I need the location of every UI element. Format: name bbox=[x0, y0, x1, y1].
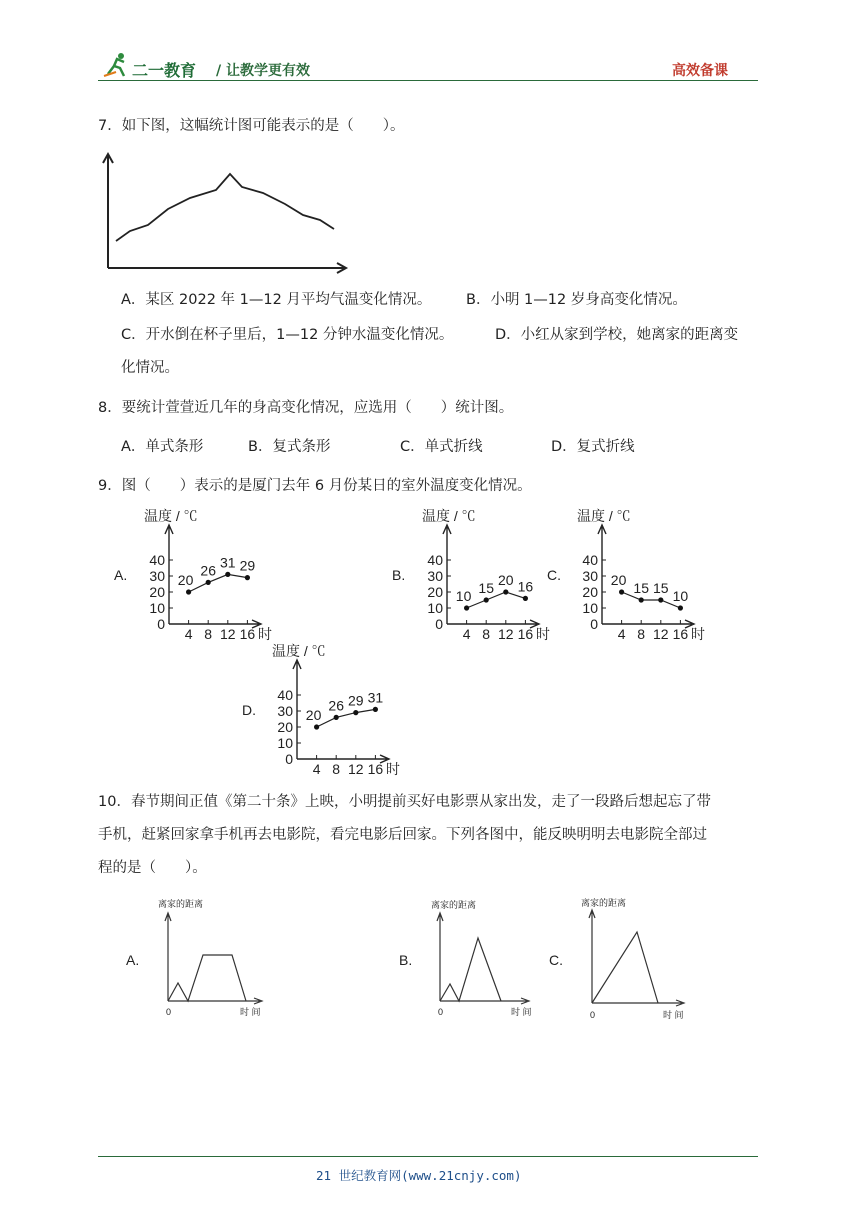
q9-chart-d-data-label: 20 bbox=[305, 707, 322, 723]
q9-chart-d-x-tick-label: 16 bbox=[367, 761, 384, 777]
logo-text: 二一教育 bbox=[132, 61, 197, 80]
q9-chart-b-point bbox=[523, 596, 528, 601]
q9-chart-b-data-label: 10 bbox=[455, 588, 472, 604]
q9-chart-d bbox=[240, 638, 410, 783]
q10-graph-b-origin: 0 bbox=[438, 1007, 444, 1017]
q7-stem: 7．如下图，这幅统计图可能表示的是（ ）。 bbox=[98, 118, 405, 134]
q9-chart-d-data-label: 31 bbox=[367, 689, 384, 706]
q10-graph-b-ylabel: 离家的距离 bbox=[431, 900, 477, 910]
header-right-label: 高效备课 bbox=[672, 63, 728, 79]
q9-chart-d-y-tick-label: 10 bbox=[277, 735, 293, 751]
q9-chart-c-x-tick-label: 16 bbox=[672, 626, 689, 642]
q10-graph-b-label: B. bbox=[399, 952, 413, 968]
q9-chart-a-point bbox=[225, 572, 230, 577]
q9-chart-b-y-axis bbox=[443, 525, 451, 624]
q10-graph-c-origin: 0 bbox=[590, 1010, 596, 1020]
q9-chart-b-x-tick-label: 16 bbox=[517, 626, 534, 642]
q10-stem-line3: 程的是（ ）。 bbox=[98, 860, 207, 876]
q9-chart-b-y-tick-label: 0 bbox=[435, 616, 443, 632]
q9-chart-c-y-tick-label: 0 bbox=[590, 616, 598, 632]
q9-chart-d-y-tick-label: 40 bbox=[277, 687, 293, 703]
q9-chart-a-x-tick-label: 8 bbox=[204, 626, 213, 642]
q9-chart-b-y-tick-label: 20 bbox=[427, 584, 443, 600]
q10-graph-a-origin: 0 bbox=[166, 1007, 172, 1017]
q9-chart-a-y-tick-label: 0 bbox=[157, 616, 165, 632]
q7-option-b: B．小明 1—12 岁身高变化情况。 bbox=[466, 292, 687, 308]
q8-stem: 8．要统计萱萱近几年的身高变化情况，应选用（ ）统计图。 bbox=[98, 400, 514, 416]
q9-chart-b-x-tick-label: 4 bbox=[462, 626, 471, 642]
q9-chart-b-y-tick-label: 30 bbox=[427, 568, 443, 584]
q9-chart-d-y-axis bbox=[293, 660, 301, 759]
q9-chart-b-point bbox=[503, 589, 508, 594]
q9-chart-b-data-label: 20 bbox=[498, 572, 514, 588]
q9-chart-c-data-label: 15 bbox=[633, 580, 649, 596]
q10-graph-c-label: C. bbox=[549, 952, 563, 968]
q9-chart-c-data-label: 10 bbox=[672, 588, 689, 604]
q9-chart-a-y-axis bbox=[165, 525, 173, 624]
footer-divider bbox=[98, 1156, 758, 1157]
q9-chart-a-x-tick-label: 12 bbox=[220, 626, 236, 642]
q9-chart-d-x-unit: 时 bbox=[386, 761, 400, 777]
q9-chart-c-y-tick-label: 30 bbox=[582, 568, 598, 584]
q9-chart-a-y-tick-label: 30 bbox=[149, 568, 165, 584]
q9-chart-a-label: A. bbox=[114, 567, 128, 583]
q9-chart-d-point bbox=[334, 715, 339, 720]
q10-graph-b bbox=[395, 893, 540, 1023]
q7-line-graph bbox=[98, 150, 354, 275]
q9-chart-c-y-tick-label: 10 bbox=[582, 600, 598, 616]
q9-chart-c-y-title: 温度 / ℃ bbox=[577, 508, 631, 524]
q9-chart-d-data-label: 29 bbox=[348, 692, 364, 709]
q10-graph-a-ylabel: 离家的距离 bbox=[158, 899, 204, 909]
q9-chart-d-series-line bbox=[317, 709, 376, 727]
q9-chart-b-point bbox=[464, 605, 469, 610]
q9-chart-c-y-axis bbox=[598, 525, 606, 624]
q9-chart-b-point bbox=[484, 597, 489, 602]
q9-chart-c-data-label: 15 bbox=[653, 580, 669, 596]
q9-chart-d-point bbox=[373, 707, 378, 712]
q9-chart-c bbox=[545, 503, 715, 648]
q9-chart-b-y-tick-label: 10 bbox=[427, 600, 443, 616]
q9-chart-c-data-label: 20 bbox=[610, 572, 627, 588]
q9-chart-a-x-tick-label: 4 bbox=[184, 626, 193, 642]
q9-chart-b-data-label: 16 bbox=[517, 578, 534, 595]
footer-text: 21 世纪教育网(www.21cnjy.com) bbox=[316, 1168, 522, 1183]
q9-chart-c-series-line bbox=[622, 592, 681, 608]
q8-option-c: C．单式折线 bbox=[400, 439, 483, 455]
q7-option-d-cont: 化情况。 bbox=[121, 360, 179, 376]
q9-chart-b-y-tick-label: 40 bbox=[427, 552, 443, 568]
q7-option-c: C．开水倒在杯子里后，1—12 分钟水温变化情况。 bbox=[121, 327, 454, 343]
q10-graph-a bbox=[120, 893, 275, 1023]
q9-chart-c-x-unit: 时 bbox=[691, 626, 705, 642]
q8-option-b: B．复式条形 bbox=[248, 439, 331, 455]
q10-graph-c-ylabel: 离家的距离 bbox=[581, 898, 627, 908]
q9-chart-d-y-title: 温度 / ℃ bbox=[272, 643, 326, 659]
header-slogan: / 让教学更有效 bbox=[216, 63, 310, 79]
q7-option-a: A．某区 2022 年 1—12 月平均气温变化情况。 bbox=[121, 292, 432, 308]
q9-chart-c-point bbox=[619, 589, 624, 594]
q9-chart-c-point bbox=[678, 605, 683, 610]
q9-chart-c-point bbox=[658, 597, 663, 602]
q9-chart-d-x-tick-label: 8 bbox=[332, 761, 341, 777]
q9-chart-a-y-title: 温度 / ℃ bbox=[144, 508, 198, 524]
q9-chart-d-y-tick-label: 0 bbox=[285, 751, 293, 767]
q9-chart-c-y-tick-label: 20 bbox=[582, 584, 598, 600]
q10-graph-a-label: A. bbox=[126, 952, 140, 968]
q9-chart-b-x-tick-label: 8 bbox=[482, 626, 491, 642]
q9-chart-a-point bbox=[186, 589, 191, 594]
q9-chart-d-y-tick-label: 20 bbox=[277, 719, 293, 735]
q9-chart-b-x-unit: 时 bbox=[536, 626, 550, 642]
header-divider bbox=[98, 80, 758, 81]
q10-stem-line1: 10．春节期间正值《第二十条》上映，小明提前买好电影票从家出发，走了一段路后想起忘了带 bbox=[98, 794, 711, 810]
q9-chart-c-label: C. bbox=[547, 567, 561, 583]
q9-chart-d-y-tick-label: 30 bbox=[277, 703, 293, 719]
q9-chart-b-y-title: 温度 / ℃ bbox=[422, 508, 476, 524]
q9-chart-a-y-tick-label: 20 bbox=[149, 584, 165, 600]
q9-chart-a-x-unit: 时 bbox=[258, 626, 272, 642]
q9-chart-c-y-tick-label: 40 bbox=[582, 552, 598, 568]
q10-stem-line2: 手机，赶紧回家拿手机再去电影院，看完电影后回家。下列各图中，能反映明明去电影院全部过 bbox=[98, 827, 707, 843]
q9-chart-a-point bbox=[206, 580, 211, 585]
q9-chart-a-series-line bbox=[189, 574, 248, 592]
q9-chart-a-data-label: 20 bbox=[177, 572, 194, 588]
q9-chart-a-data-label: 29 bbox=[239, 557, 256, 574]
q9-chart-b-data-label: 15 bbox=[478, 580, 494, 596]
q9-chart-a-data-label: 31 bbox=[220, 554, 236, 571]
q10-graph-c-xlabel: 时 间 bbox=[663, 1010, 684, 1020]
q8-option-d: D．复式折线 bbox=[551, 439, 635, 455]
q9-chart-d-data-label: 26 bbox=[328, 697, 344, 714]
q9-chart-a bbox=[112, 503, 292, 648]
q9-chart-a-point bbox=[245, 575, 250, 580]
q9-stem: 9．图（ ）表示的是厦门去年 6 月份某日的室外温度变化情况。 bbox=[98, 478, 532, 494]
q9-chart-b-label: B. bbox=[392, 567, 406, 583]
q9-chart-a-y-tick-label: 40 bbox=[149, 552, 165, 568]
q10-graph-c bbox=[545, 890, 695, 1025]
logo-runner-icon bbox=[102, 52, 130, 78]
q10-graph-a-xlabel: 时 间 bbox=[240, 1007, 261, 1017]
q9-chart-b bbox=[390, 503, 555, 648]
q9-chart-d-x-tick-label: 12 bbox=[348, 761, 364, 777]
q9-chart-c-x-tick-label: 8 bbox=[637, 626, 646, 642]
header bbox=[98, 52, 758, 80]
q9-chart-c-point bbox=[639, 597, 644, 602]
q9-chart-d-x-tick-label: 4 bbox=[312, 761, 321, 777]
q9-chart-a-y-tick-label: 10 bbox=[149, 600, 165, 616]
q9-chart-b-x-tick-label: 12 bbox=[498, 626, 514, 642]
q7-option-d: D．小红从家到学校，她离家的距离变 bbox=[495, 327, 739, 343]
q9-chart-d-point bbox=[353, 710, 358, 715]
q8-option-a: A．单式条形 bbox=[121, 439, 204, 455]
q9-chart-c-x-tick-label: 4 bbox=[617, 626, 626, 642]
q9-chart-b-series-line bbox=[467, 592, 526, 608]
q9-chart-a-x-tick-label: 16 bbox=[239, 626, 256, 642]
q9-chart-d-label: D. bbox=[242, 702, 256, 718]
q9-chart-a-data-label: 26 bbox=[200, 562, 216, 579]
q10-graph-b-xlabel: 时 间 bbox=[511, 1007, 532, 1017]
q9-chart-c-x-tick-label: 12 bbox=[653, 626, 669, 642]
q9-chart-d-point bbox=[314, 724, 319, 729]
